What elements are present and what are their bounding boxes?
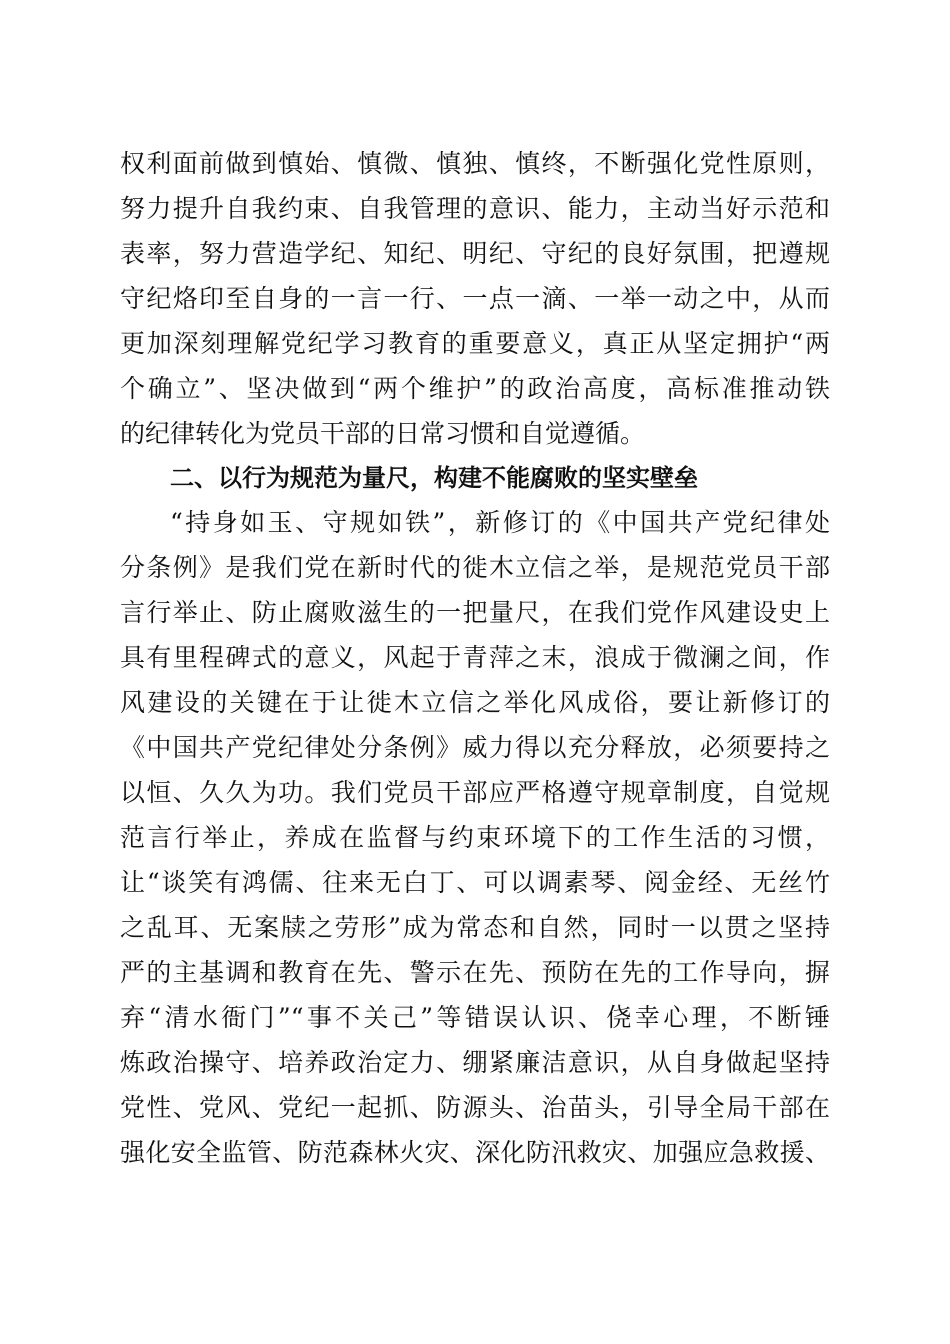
paragraph-line: 守纪烙印至自身的一言一行、一点一滴、一举一动之中，从而 [120,284,830,313]
paragraph-line: 努力提升自我约束、自我管理的意识、能力，主动当好示范和 [120,194,830,223]
paragraph-line: 党性、党风、党纪一起抓、防源头、治苗头，引导全局干部在 [120,1093,830,1122]
paragraph-line: 更加深刻理解党纪学习教育的重要意义，真正从坚定拥护“两 [120,329,830,358]
paragraph-line: 权利面前做到慎始、慎微、慎独、慎终，不断强化党性原则， [120,149,830,178]
section-heading: 二、以行为规范为量尺，构建不能腐败的坚实壁垒 [170,464,698,492]
paragraph-line: 之乱耳、无案牍之劳形”成为常态和自然，同时一以贯之坚持 [120,913,830,942]
paragraph-line: 言行举止、防止腐败滋生的一把量尺，在我们党作风建设史上 [120,598,830,627]
paragraph-line: 风建设的关键在于让徙木立信之举化风成俗，要让新修订的 [120,688,830,717]
paragraph-line: 的纪律转化为党员干部的日常习惯和自觉遵循。 [120,419,646,448]
paragraph-line: 弃“清水衙门”“事不关己”等错误认识、侥幸心理，不断锤 [120,1003,830,1032]
paragraph-line: 分条例》是我们党在新时代的徙木立信之举，是规范党员干部 [120,553,830,582]
paragraph-line: 《中国共产党纪律处分条例》威力得以充分释放，必须要持之 [120,733,830,762]
paragraph-line: 炼政治操守、培养政治定力、绷紧廉洁意识，从自身做起坚持 [120,1048,830,1077]
paragraph-line: 范言行举止，养成在监督与约束环境下的工作生活的习惯， [120,823,830,852]
paragraph-line: 让“谈笑有鸿儒、往来无白丁、可以调素琴、阅金经、无丝竹 [120,868,830,897]
paragraph-line: 具有里程碑式的意义，风起于青萍之末，浪成于微澜之间，作 [120,643,830,672]
paragraph-line: 以恒、久久为功。我们党员干部应严格遵守规章制度，自觉规 [120,778,830,807]
paragraph-line: 严的主基调和教育在先、警示在先、预防在先的工作导向，摒 [120,958,830,987]
paragraph-line: “持身如玉、守规如铁”，新修订的《中国共产党纪律处 [170,508,830,537]
paragraph-line: 强化安全监管、防范森林火灾、深化防汛救灾、加强应急救援、 [120,1138,830,1167]
paragraph-line: 表率，努力营造学纪、知纪、明纪、守纪的良好氛围，把遵规 [120,239,830,268]
paragraph-line: 个确立”、坚决做到“两个维护”的政治高度，高标准推动铁 [120,374,830,403]
